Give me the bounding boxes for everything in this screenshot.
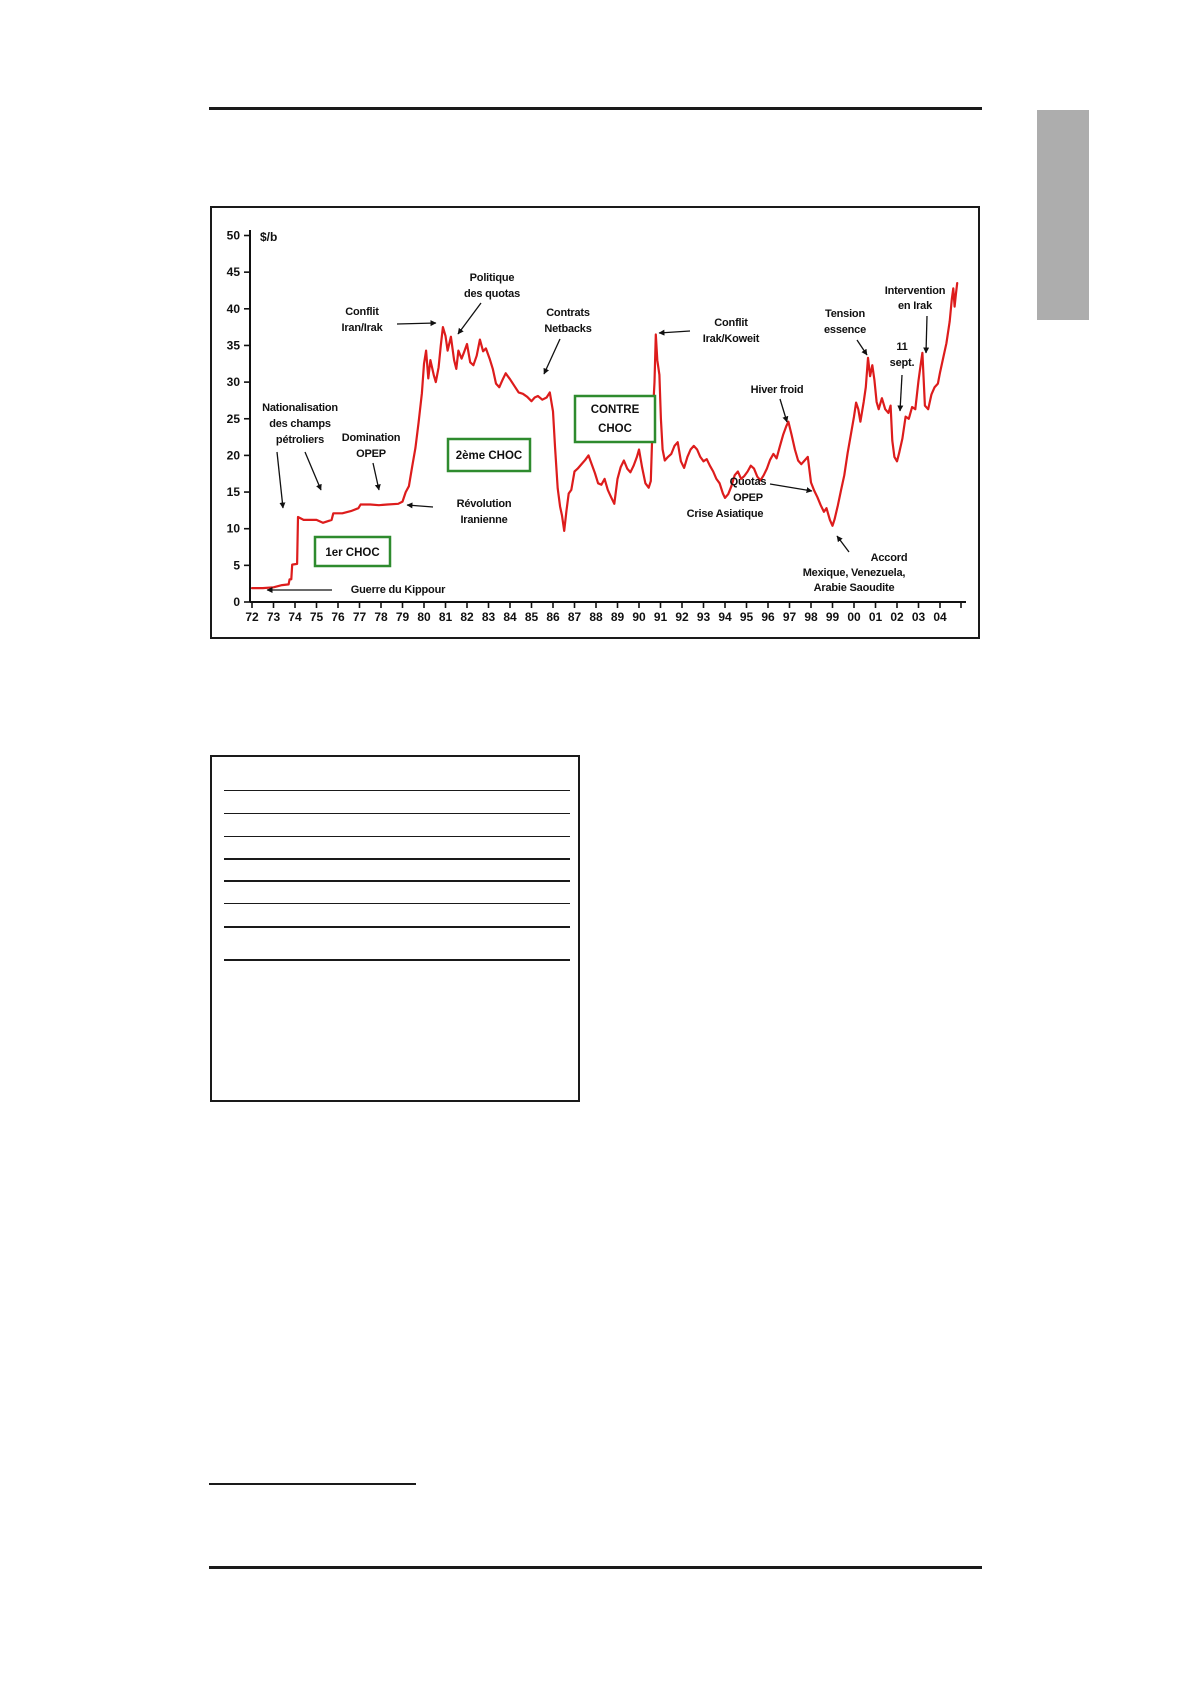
nationalisation-label: pétroliers xyxy=(275,434,325,446)
x-tick-label: 78 xyxy=(374,610,388,624)
x-tick-label: 99 xyxy=(825,610,840,624)
x-tick-label: 82 xyxy=(460,610,474,624)
conflit-irak-koweit-label: Irak/Koweit xyxy=(702,333,760,345)
arrow-intervention xyxy=(926,316,927,353)
contrats-netbacks-label: Contrats xyxy=(546,307,590,319)
x-tick-label: 96 xyxy=(761,610,775,624)
revolution-iranienne-label: Révolution xyxy=(456,498,512,510)
x-tick-label: 00 xyxy=(847,610,861,624)
oil-price-chart xyxy=(210,206,980,639)
x-tick-label: 85 xyxy=(524,610,539,624)
x-tick-label: 83 xyxy=(481,610,496,624)
tension-essence-label: essence xyxy=(823,324,867,336)
arrow-politique xyxy=(458,303,481,334)
x-tick-label: 73 xyxy=(266,610,281,624)
y-tick-label: 20 xyxy=(226,448,240,463)
x-tick-label: 75 xyxy=(309,610,324,624)
premier-choc-label: 1er CHOC xyxy=(325,547,380,559)
y-tick-label: 0 xyxy=(233,595,240,609)
table-row-rule-7 xyxy=(224,926,570,928)
contre-choc-label: CONTRE xyxy=(590,404,640,416)
onze-septembre-label: sept. xyxy=(889,357,915,369)
accord-pays-label: Arabie Saoudite xyxy=(813,582,895,594)
arrow-revolution xyxy=(407,505,433,507)
x-tick-label: 80 xyxy=(417,610,431,624)
politique-des-quotas-label: Politique xyxy=(469,272,515,284)
quotas-opep-label: Quotas xyxy=(729,476,767,488)
nationalisation-label: des champs xyxy=(269,418,331,430)
x-tick-label: 91 xyxy=(653,610,668,624)
intervention-en-irak-label: en Irak xyxy=(897,300,933,312)
table-row-rule-3 xyxy=(224,836,570,837)
arrow-nationalisation-1 xyxy=(277,452,283,508)
y-tick-label: 45 xyxy=(226,265,240,280)
contre-choc-box xyxy=(575,396,655,442)
x-tick-label: 94 xyxy=(718,610,732,624)
table-row-rule-4 xyxy=(224,858,570,860)
table-row-rule-2 xyxy=(224,813,570,814)
header-rule xyxy=(209,107,982,110)
hiver-froid-label: Hiver froid xyxy=(750,384,804,396)
arrow-irak-koweit xyxy=(659,331,690,333)
x-tick-label: 98 xyxy=(804,610,818,624)
footer-rule xyxy=(209,1566,982,1569)
x-tick-label: 77 xyxy=(352,610,367,624)
arrow-accord xyxy=(837,536,849,552)
arrow-domination xyxy=(373,463,379,490)
y-tick-label: 50 xyxy=(226,228,240,243)
conflit-iran-irak-label: Conflit xyxy=(345,306,379,318)
empty-table-box xyxy=(210,755,580,1102)
contre-choc-label: CHOC xyxy=(598,423,632,435)
x-tick-label: 93 xyxy=(696,610,711,624)
x-tick-label: 88 xyxy=(589,610,603,624)
y-tick-label: 25 xyxy=(226,411,240,426)
quotas-opep-label: OPEP xyxy=(733,492,763,504)
x-tick-label: 95 xyxy=(739,610,754,624)
guerre-du-kippour-label: Guerre du Kippour xyxy=(350,584,446,596)
x-tick-label: 76 xyxy=(331,610,345,624)
y-tick-label: 30 xyxy=(226,375,240,390)
revolution-iranienne-label: Iranienne xyxy=(460,514,508,526)
x-tick-label: 81 xyxy=(438,610,453,624)
x-tick-label: 04 xyxy=(933,610,947,624)
x-tick-label: 86 xyxy=(546,610,560,624)
x-tick-label: 79 xyxy=(395,610,410,624)
table-row-rule-6 xyxy=(224,903,570,904)
domination-opep-label: Domination xyxy=(341,432,401,444)
crise-asiatique-label: Crise Asiatique xyxy=(686,508,764,520)
y-tick-label: 10 xyxy=(226,521,240,536)
table-row-rule-1 xyxy=(224,790,570,791)
conflit-iran-irak-label: Iran/Irak xyxy=(341,322,383,334)
arrow-tension-essence xyxy=(857,340,867,355)
arrow-onze-sept xyxy=(900,375,902,411)
arrow-quotas-opep xyxy=(770,484,812,491)
arrow-iran-irak xyxy=(397,323,436,324)
contrats-netbacks-label: Netbacks xyxy=(544,323,592,335)
oil-price-figure xyxy=(210,206,980,639)
politique-des-quotas-label: des quotas xyxy=(463,288,521,300)
footnote-rule xyxy=(209,1483,416,1485)
tension-essence-label: Tension xyxy=(825,308,865,320)
nationalisation-label: Nationalisation xyxy=(262,402,338,414)
x-tick-label: 72 xyxy=(245,610,259,624)
table-row-rule-8 xyxy=(224,959,570,961)
y-tick-label: 35 xyxy=(226,338,240,353)
x-tick-label: 02 xyxy=(890,610,904,624)
intervention-en-irak-label: Intervention xyxy=(884,285,946,297)
margin-gray-block xyxy=(1037,110,1089,320)
onze-septembre-label: 11 xyxy=(896,341,908,353)
arrow-netbacks xyxy=(544,339,560,374)
arrow-nationalisation-2 xyxy=(305,452,321,490)
y-axis-unit-label: $/b xyxy=(260,230,278,244)
y-tick-label: 40 xyxy=(226,301,240,316)
y-tick-label: 5 xyxy=(233,558,240,573)
x-tick-label: 97 xyxy=(782,610,797,624)
table-row-rule-5 xyxy=(224,880,570,882)
arrow-hiver-froid xyxy=(780,399,787,422)
domination-opep-label: OPEP xyxy=(356,448,386,460)
x-tick-label: 90 xyxy=(632,610,646,624)
x-tick-label: 03 xyxy=(911,610,926,624)
x-tick-label: 74 xyxy=(288,610,302,624)
x-tick-label: 01 xyxy=(868,610,883,624)
accord-label: Accord xyxy=(870,552,908,564)
x-tick-label: 87 xyxy=(567,610,582,624)
x-tick-label: 84 xyxy=(503,610,517,624)
conflit-irak-koweit-label: Conflit xyxy=(714,317,748,329)
x-tick-label: 89 xyxy=(610,610,625,624)
deuxieme-choc-label: 2ème CHOC xyxy=(455,450,523,462)
accord-pays-label: Mexique, Venezuela, xyxy=(802,567,906,579)
y-tick-label: 15 xyxy=(226,485,240,500)
x-tick-label: 92 xyxy=(675,610,689,624)
